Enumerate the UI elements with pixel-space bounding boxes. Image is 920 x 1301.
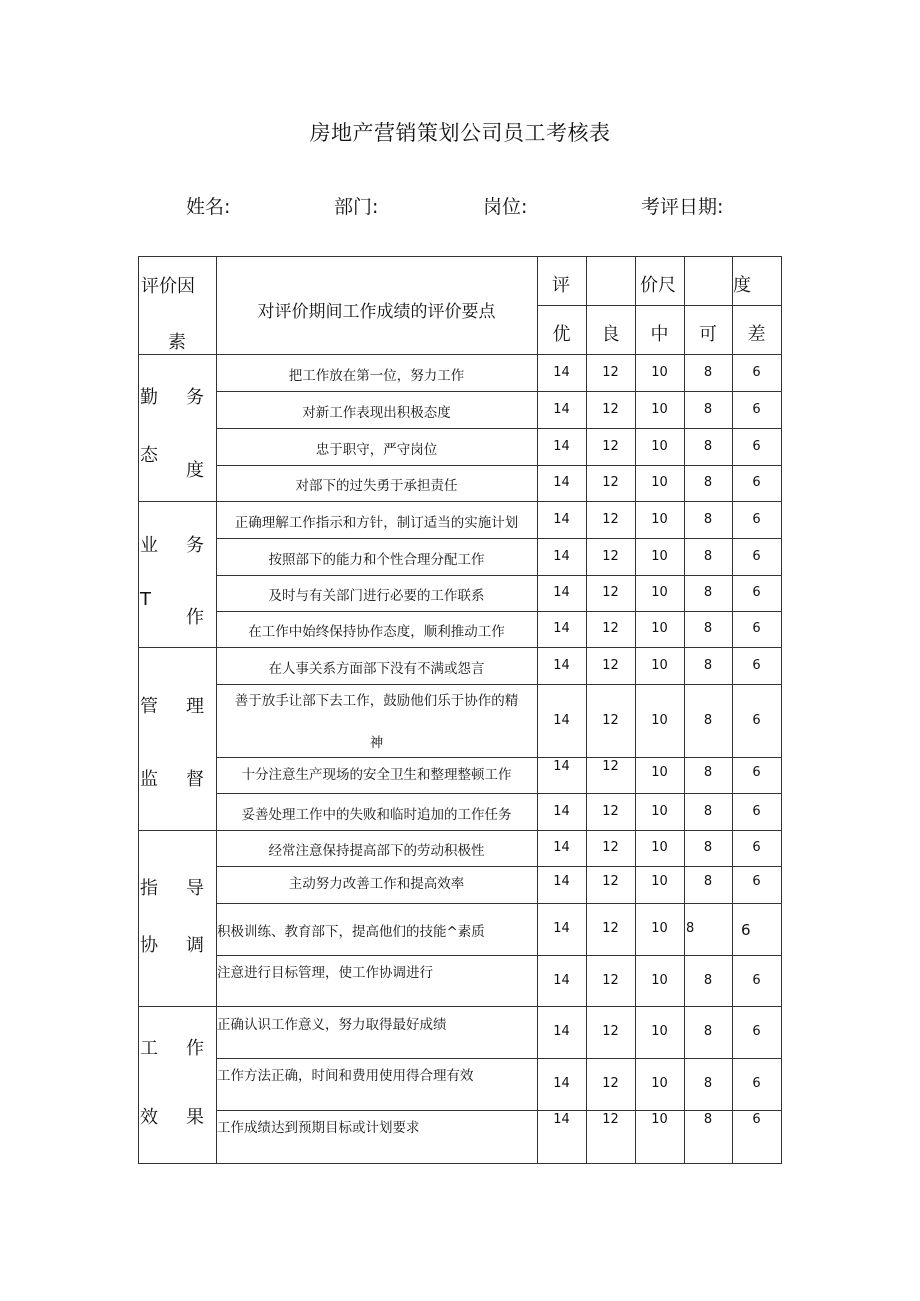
score-value: 8 [703,511,713,527]
score-value: 10 [651,921,668,936]
row-line [216,903,781,904]
score-value: 6 [752,621,761,636]
score-value: 12 [602,1112,619,1127]
score-value: 10 [651,548,668,564]
criteria-text: 把工作放在第一位，努力工作 [288,367,465,384]
score-value: 14 [553,548,570,564]
score-value: 8 [703,712,713,728]
factor-char: 导 [186,878,204,899]
score-value: 12 [602,1024,619,1039]
name-label: 姓名: [186,196,231,218]
factor-char: 调 [186,935,204,956]
score-value: 12 [602,511,619,527]
criteria-text: 忠于职守，严守岗位 [315,441,438,458]
row-line [216,538,781,539]
criteria-text: 工作成绩达到预期目标或计划要求 [217,1120,420,1136]
score-value: 6 [752,1024,761,1039]
score-value: 6 [752,475,761,490]
score-value: 10 [651,511,668,527]
grade-header: 优 [552,324,571,345]
factor-char: 勤 [140,387,158,408]
score-value: 6 [741,921,751,939]
factor-char: T [140,589,151,610]
row-line [216,1110,781,1111]
score-value: 14 [553,585,570,600]
row-line [216,793,781,794]
grade-header: 中 [650,324,669,345]
row-line [216,575,781,576]
scale-header-part: 度 [733,275,751,296]
group-line [138,647,781,648]
factor-char: 态 [140,445,158,466]
score-value: 8 [703,364,713,380]
column-line [684,256,685,1164]
factor-char: 业 [140,535,158,556]
scale-header-line [537,305,781,306]
score-value: 12 [602,921,619,936]
score-value: 10 [651,657,668,673]
score-value: 12 [602,548,619,564]
score-value: 12 [602,1076,619,1091]
score-value: 8 [703,803,713,819]
score-value: 8 [703,840,713,855]
score-value: 8 [703,765,713,780]
score-value: 8 [703,401,713,417]
row-line [216,866,781,867]
score-value: 14 [553,840,570,855]
scale-header-part: 评 [552,275,570,296]
position-label: 岗位: [483,196,528,218]
scale-header-part: 价尺 [640,275,676,296]
score-value: 8 [703,548,713,564]
score-value: 14 [553,874,570,889]
column-line [732,256,733,1164]
column-line [537,256,538,1164]
score-value: 12 [602,712,619,728]
factor-char: 度 [186,460,204,481]
evaluation-table [138,256,781,1164]
score-value: 12 [602,803,619,819]
score-value: 10 [651,803,668,819]
score-value: 6 [752,803,761,819]
score-value: 14 [553,1076,570,1091]
score-value: 6 [752,840,761,855]
score-value: 14 [553,438,570,454]
criteria-text: 对部下的过失勇于承担责任 [295,478,458,494]
score-value: 12 [602,657,619,673]
score-value: 6 [752,874,761,889]
score-value: 6 [752,401,761,417]
grade-header: 差 [747,324,766,345]
points-header: 对评价期间工作成绩的评价要点 [257,302,496,322]
score-value: 10 [651,765,668,780]
group-line [138,1006,781,1007]
criteria-text: 积极训练、教育部下，提高他们的技能^素质 [217,924,485,940]
group-line [138,501,781,502]
dept-label: 部门: [334,196,379,218]
column-line [586,256,587,1164]
factor-char: 务 [186,387,204,408]
score-value: 10 [651,1112,668,1127]
score-value: 6 [752,438,761,454]
criteria-text: 在工作中始终保持协作态度，顺利推动工作 [248,624,505,640]
column-line [635,256,636,1164]
score-value: 6 [752,511,761,527]
criteria-text: 在人事关系方面部下没有不满或怨言 [268,660,485,677]
factor-char: 督 [186,769,204,790]
column-line [781,256,782,1164]
score-value: 12 [602,585,619,600]
header-bottom-line [138,354,781,355]
score-value: 6 [752,548,761,564]
score-value: 6 [752,585,761,600]
date-label: 考评日期: [641,196,724,218]
score-value: 12 [602,438,619,454]
criteria-text: 对新工作表现出积极态度 [302,404,451,421]
score-value: 10 [651,1076,668,1091]
criteria-text: 工作方法正确，时间和费用使用得合理有效 [217,1068,474,1084]
score-value: 14 [553,921,570,936]
factor-char: 务 [186,535,204,556]
factor-char: 管 [140,696,158,717]
form-title: 房地产营销策划公司员工考核表 [309,121,611,145]
score-value: 12 [602,364,619,380]
factor-char: 作 [186,607,204,628]
factor-char: 指 [140,878,158,899]
factor-char: 协 [140,935,158,956]
table-top-border [138,256,781,257]
score-value: 6 [752,972,761,988]
score-value: 12 [602,401,619,417]
row-line [216,465,781,466]
score-value: 12 [602,621,619,636]
grade-header: 可 [699,324,717,345]
score-value: 8 [703,657,713,673]
criteria-text: 正确认识工作意义，努力取得最好成绩 [217,1017,447,1033]
score-value: 10 [651,585,668,600]
score-value: 14 [553,1024,570,1039]
score-value: 14 [553,364,570,380]
row-line [216,611,781,612]
score-value: 8 [686,921,695,936]
factor-char: 果 [186,1107,204,1128]
score-value: 14 [553,475,570,490]
score-value: 10 [651,364,668,380]
score-value: 14 [553,1112,570,1127]
score-value: 8 [703,972,713,988]
score-value: 14 [553,759,570,774]
factor-char: 理 [186,696,204,717]
score-value: 12 [602,759,619,774]
row-line [216,391,781,392]
score-value: 14 [553,803,570,819]
score-value: 14 [553,511,570,527]
score-value: 8 [703,621,713,636]
criteria-text: 妥善处理工作中的失败和临时追加的工作任务 [241,806,512,823]
factor-header: 评价因 [141,276,195,297]
grade-header: 良 [601,324,620,345]
factor-header-cont: 素 [168,332,186,353]
score-value: 10 [651,401,668,417]
score-value: 14 [553,401,570,417]
table-bottom-border [138,1163,782,1164]
factor-char: 作 [186,1038,204,1059]
score-value: 8 [703,475,713,490]
score-value: 6 [752,657,761,673]
factor-char: 效 [140,1107,158,1128]
score-value: 14 [553,712,570,728]
score-value: 12 [602,475,619,490]
criteria-text: 正确理解工作指示和方针，制订适当的实施计划 [234,514,519,531]
score-value: 12 [602,972,619,988]
score-value: 8 [703,585,713,600]
score-value: 10 [651,712,668,728]
score-value: 6 [752,765,761,780]
criteria-text: 及时与有关部门进行必要的工作联系 [268,588,485,604]
criteria-text-cont: 神 [369,735,384,751]
criteria-text: 注意进行目标管理，使工作协调进行 [217,965,433,981]
score-value: 14 [553,657,570,673]
score-value: 8 [703,874,713,889]
score-value: 8 [703,1112,713,1127]
score-value: 10 [651,621,668,636]
row-line [216,684,781,685]
row-line [216,1058,781,1059]
group-line [138,830,781,831]
score-value: 10 [651,475,668,490]
score-value: 14 [553,621,570,636]
score-value: 6 [752,1076,761,1091]
row-line [216,955,781,956]
row-line [216,757,781,758]
score-value: 10 [651,972,668,988]
score-value: 8 [703,1076,713,1091]
score-value: 12 [602,840,619,855]
score-value: 6 [752,364,761,380]
criteria-text: 按照部下的能力和个性合理分配工作 [268,551,485,568]
score-value: 10 [651,874,668,889]
criteria-text: 主动努力改善工作和提高效率 [288,876,465,892]
factor-char: 工 [140,1038,158,1059]
score-value: 10 [651,438,668,454]
score-value: 8 [703,1024,713,1039]
score-value: 6 [752,1112,761,1127]
column-line [138,256,139,1164]
criteria-text: 十分注意生产现场的安全卫生和整理整顿工作 [241,767,512,783]
score-value: 10 [651,840,668,855]
score-value: 10 [651,1024,668,1039]
criteria-text: 经常注意保持提高部下的劳动积极性 [268,843,485,859]
score-value: 14 [553,972,570,988]
row-line [216,428,781,429]
score-value: 6 [752,712,761,728]
factor-char: 监 [140,769,158,790]
criteria-text: 善于放手让部下去工作，鼓励他们乐于协作的精 [234,693,519,709]
score-value: 8 [703,438,713,454]
score-value: 12 [602,874,619,889]
